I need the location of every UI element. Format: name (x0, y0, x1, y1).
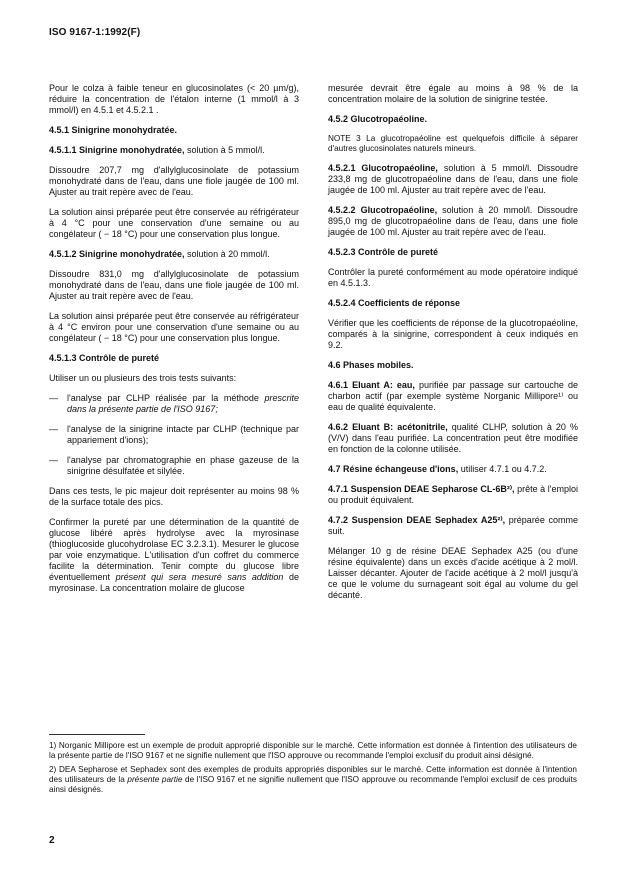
paragraph-4-6-2-rest: qualité CLHP, solution à 20 % (V/V) dans l'eau purifiée. La concentration peut être modifiée en fonction de la colonne utilisée. (328, 422, 578, 454)
heading-4-5-2-4: 4.5.2.4 Coefficients de réponse (328, 298, 461, 308)
paragraph-4-7-1-rest: prête à l'emploi ou produit équivalent. (328, 484, 578, 505)
heading-4-5-1-3: 4.5.1.3 Contrôle de pureté (49, 353, 160, 363)
footnote-2-text-a: 2) DEA Sepharose et Sephadex sont des exemples de produits appropriés disponibles sur le marché. Cette information est donnée à l'intention des utilisateurs de la (49, 765, 577, 784)
paragraph-4-5-2-2 (328, 205, 578, 238)
confirm-text-c: de myrosinase. La concentration molaire de glucose (49, 572, 299, 593)
paragraph-confirm-purity (49, 517, 299, 594)
heading-4-5-2-2: 4.5.2.2 Glucotropaéoline, (328, 205, 438, 215)
paragraph-4-5-2-2-rest: solution à 20 mmol/l. Dissoudre 895,0 mg de glucotropaéoline dans de l'eau, dans une fiole jaugée de 100 ml. Ajuster au trait repère avec de l'eau. (328, 205, 578, 237)
footnotes (49, 741, 577, 795)
heading-4-6-2: 4.6.2 Eluant B: acétonitrile, (328, 422, 448, 432)
page-number: 2 (49, 835, 55, 846)
paragraph-4-6-2 (328, 422, 578, 455)
paragraph-4-5-1-2-heading (49, 249, 299, 260)
note-3: NOTE 3 La glucotropaéoline est quelquefois difficile à séparer d'autres glucosinolates naturels mineurs. (328, 134, 578, 153)
list-item (49, 393, 299, 415)
heading-4-5-1-2: 4.5.1.2 Sinigrine monohydratée, (49, 249, 185, 259)
heading-4-6: 4.6 Phases mobiles. (328, 360, 414, 370)
heading-4-7: 4.7 Résine échangeuse d'ions, (328, 464, 459, 474)
paragraph-4-7 (328, 464, 578, 475)
paragraph-4-5-2-4: Vérifier que les coefficients de réponse de la glucotropaéoline, comparés à la sinigrine, correspondent à ceux indiqués en 9.2. (328, 318, 578, 350)
heading-4-5-1-2-rest: solution à 20 mmol/l. (184, 249, 270, 259)
right-column (328, 83, 578, 601)
heading-4-7-1: 4.7.1 Suspension DEAE Sepharose CL-6B²⁾, (328, 484, 515, 494)
paragraph-4-6-1-rest: purifiée par passage sur cartouche de charbon actif (par exemple système Norganic Millipore¹⁾ ou eau de qualité équivalente. (328, 380, 578, 412)
paragraph-colza: Pour le colza à faible teneur en glucosinolates (< 20 µm/g), réduire la concentration de l'étalon interne (1 mmol/l à 3 mmol/l) en 4.5.1 et 4.5.2.1 . (49, 83, 299, 115)
heading-4-5-2-1: 4.5.2.1 Glucotropaéoline, (328, 163, 438, 173)
tests-list (49, 393, 299, 477)
heading-4-5-1-1-rest: solution à 5 mmol/l. (184, 145, 265, 155)
paragraph-4-5-1-2-b: La solution ainsi préparée peut être conservée au réfrigérateur à 4 °C environ pour une conservation d'une semaine ou au congélateur ( − 18 °C) pour une conservation plus longue. (49, 311, 299, 343)
heading-4-7-2: 4.7.2 Suspension DEAE Sephadex A25²⁾, (328, 515, 506, 525)
paragraph-4-7-2 (328, 515, 578, 537)
paragraph-4-5-2-3: Contrôler la pureté conformément au mode opératoire indiqué en 4.5.1.3. (328, 267, 578, 288)
heading-4-6-1: 4.6.1 Eluant A: eau, (328, 380, 415, 390)
confirm-text-italic: présent qui sera mesuré sans addition (115, 572, 284, 582)
list-item-1-italic: prescrite dans la présente partie de l'ISO 9167; (67, 393, 299, 414)
paragraph-4-5-1-1-b: La solution ainsi préparée peut être conservée au réfrigérateur à 4 °C pour une conservation d'une semaine ou au congélateur ( − 18 °C) pour une conservation plus longue. (49, 207, 299, 239)
footnote-divider (49, 734, 145, 735)
paragraph-4-7-2-rest: préparée comme suit. (328, 515, 578, 536)
paragraph-4-5-2-1-rest: solution à 5 mmol/l. Dissoudre 233,8 mg de glucotropaéoline dans de l'eau, dans une fiole jaugée de 100 ml. Ajuster au trait repère avec de l'eau. (328, 163, 578, 195)
paragraph-4-5-1-1-heading (49, 145, 299, 156)
list-item: — l'analyse de la sinigrine intacte par CLHP (technique par appariement d'ions); (49, 424, 299, 446)
left-column (49, 83, 299, 594)
paragraph-4-7-1 (328, 484, 578, 506)
paragraph-4-6-1 (328, 380, 578, 413)
paragraph-4-7-rest: utiliser 4.7.1 ou 4.7.2. (458, 464, 547, 474)
footnote-2-text-c: de l'ISO 9167 et ne signifie nullement que l'ISO approuve ou recommande l'emploi exclusif de ces produits ainsi désignés. (49, 775, 577, 794)
paragraph-4-5-1-2-a: Dissoudre 831,0 mg d'allylglucosinolate de potassium monohydraté dans de l'eau, dans une fiole jaugée de 100 ml. Ajuster au trait repère avec de l'eau. (49, 269, 299, 301)
paragraph-4-5-1-1-a: Dissoudre 207,7 mg d'allylglucosinolate de potassium monohydraté dans de l'eau, dans une fiole jaugée de 100 ml. Ajuster au trait repère avec de l'eau. (49, 165, 299, 197)
heading-4-5-1-1: 4.5.1.1 Sinigrine monohydratée, (49, 145, 185, 155)
paragraph-tests-peak: Dans ces tests, le pic majeur doit représenter au moins 98 % de la surface totale des pics. (49, 486, 299, 507)
list-item: — l'analyse par chromatographie en phase gazeuse de la sinigrine désulfatée et silylée. (49, 455, 299, 477)
paragraph-sephadex-prep: Mélanger 10 g de résine DEAE Sephadex A25 (ou d'une résine équivalente) dans un excès d'acide acétique à 2 mol/l. Laisser décanter. Ajouter de l'acide acétique à 2 mol/l jusqu'à ce que le volume du surnageant soit égal au volume du gel décanté. (328, 546, 578, 600)
heading-4-5-1: 4.5.1 Sinigrine monohydratée. (49, 125, 178, 135)
heading-4-5-2: 4.5.2 Glucotropaéoline. (328, 114, 428, 124)
confirm-text-a: Confirmer la pureté par une détermination de la quantité de glucose libéré après hydrolyse avec la myrosinase (thioglucoside glucohydrolase EC 3.2.3.1). Mesurer le glucose par voie enzymatique. L'utilisation d'un coffret du commerce facilite la détermination. Tenir compte du glucose libre éventuellement (49, 517, 299, 582)
footnote-2 (49, 765, 577, 795)
paragraph-4-5-2-1 (328, 163, 578, 196)
paragraph-tests-intro: Utiliser un ou plusieurs des trois tests suivants: (49, 373, 237, 383)
heading-4-5-2-3: 4.5.2.3 Contrôle de pureté (328, 247, 439, 257)
footnote-1: 1) Norganic Millipore est un exemple de produit approprié disponible sur le marché. Cette information est donnée à l'intention des utilisateurs de la présente partie de l'ISO 9167 et ne signifie nullement que l'ISO approuve ou recommande l'emploi exclusif du produit ainsi désigné. (49, 741, 577, 760)
list-item-1-text: l'analyse par CLHP réalisée par la méthode (67, 393, 265, 403)
paragraph-continuation: mesurée devrait être égale au moins à 98 % de la concentration molaire de la solution de sinigrine testée. (328, 83, 578, 104)
footnote-2-italic: présente partie (127, 775, 183, 784)
standard-id-header: ISO 9167-1:1992(F) (49, 27, 141, 38)
